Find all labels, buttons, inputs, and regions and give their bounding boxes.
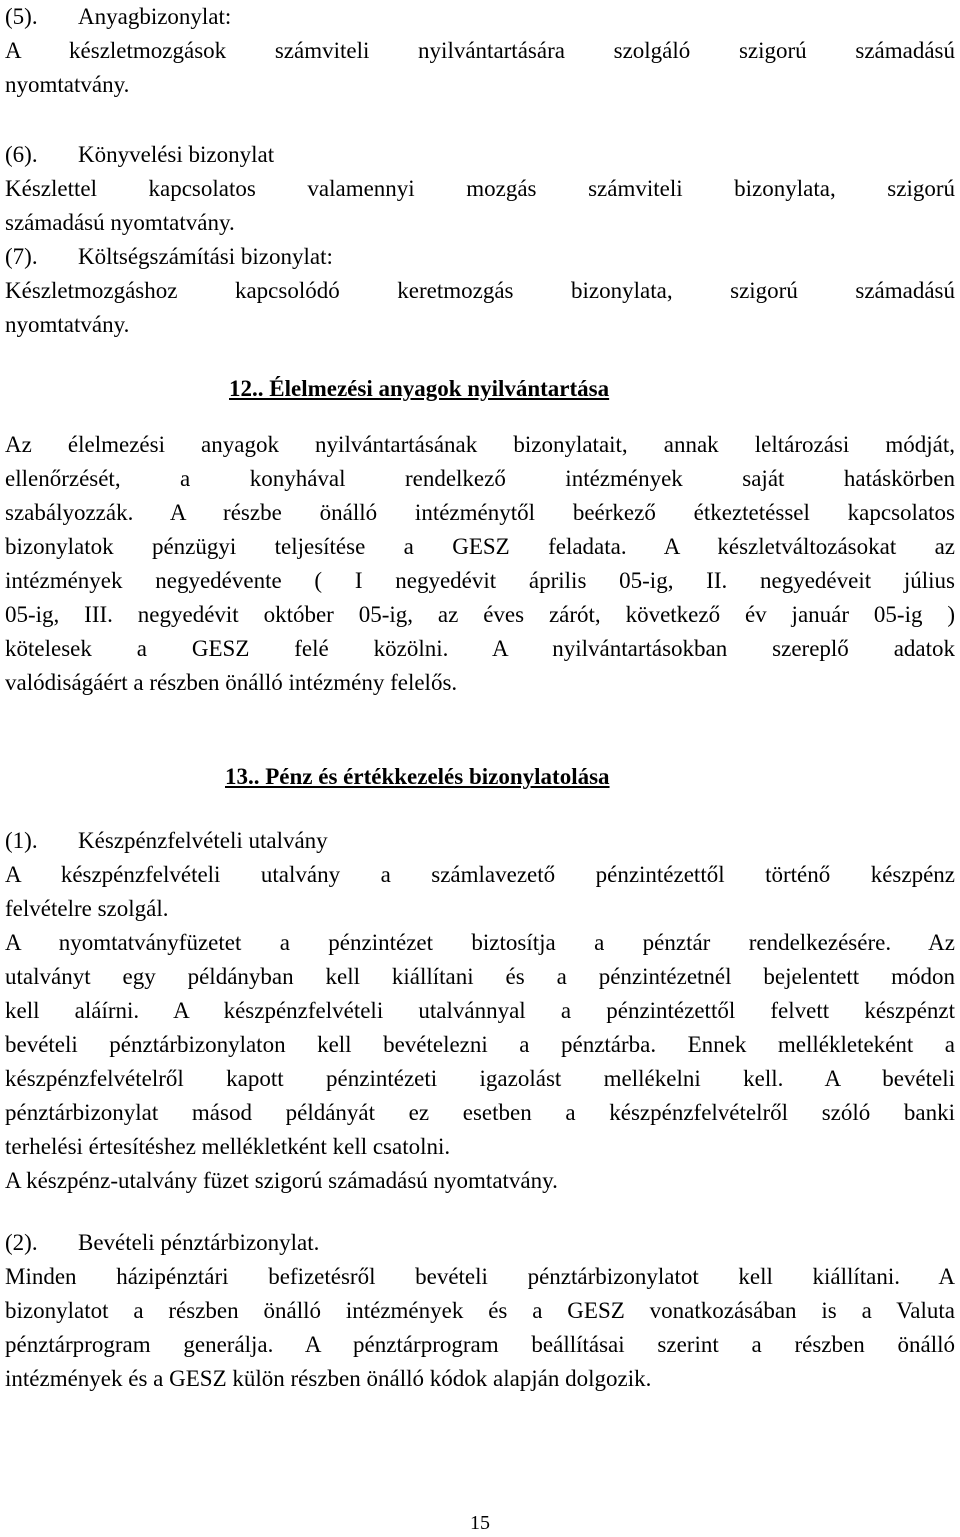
page-number: 15 (470, 1512, 490, 1534)
text-line: valódiságáért a részben önálló intézmény felelős. (5, 670, 458, 695)
item-number: (2). (5, 1230, 38, 1255)
spacer (5, 102, 955, 138)
item-heading (5, 240, 955, 274)
text-line: nyomtatvány. (5, 312, 130, 337)
section-title: 12.. Élelmezési anyagok nyilvántartása (229, 376, 610, 401)
item-title: Készpénzfelvételi utalvány (78, 828, 328, 853)
item-title: Költségszámítási bizonylat: (78, 244, 333, 269)
text-line: A nyomtatványfüzetet a pénzintézet biztosítja a pénztár rendelkezésére. Az (5, 930, 955, 955)
item-number: (1). (5, 828, 38, 853)
text-line: számadású nyomtatvány. (5, 210, 235, 235)
text-line: kell aláírni. A készpénzfelvételi utalvánnyal a pénzintézettől felvett készpénzt (5, 998, 955, 1023)
spacer (5, 1198, 955, 1226)
text-line: A készletmozgások számviteli nyilvántartására szolgáló szigorú számadású (5, 38, 955, 63)
text-line: 05-ig, III. negyedévit október 05-ig, az éves zárót, következő év január 05-ig ) (5, 602, 955, 627)
text-line: Készlettel kapcsolatos valamennyi mozgás számviteli bizonylata, szigorú (5, 176, 955, 201)
text-line: intézmények és a GESZ külön részben önálló kódok alapján dolgozik. (5, 1366, 652, 1391)
text-line: Készletmozgáshoz kapcsolódó keretmozgás bizonylata, szigorú számadású (5, 278, 955, 303)
text-line: nyomtatvány. (5, 72, 130, 97)
text-line: kötelesek a GESZ felé közölni. A nyilvántartásokban szereplő adatok (5, 636, 955, 661)
item-6 (5, 138, 955, 240)
text-line: Minden házipénztári befizetésről bevételi pénztárbizonylatot kell kiállítani. A (5, 1264, 955, 1289)
spacer (5, 342, 955, 372)
text-line: bizonylatok pénzügyi teljesítése a GESZ feladata. A készletváltozásokat az (5, 534, 955, 559)
text-line: bizonylatot a részben önálló intézmények és a GESZ vonatkozásában is a Valuta (5, 1298, 955, 1323)
item-heading (5, 0, 955, 34)
section-heading (5, 372, 955, 406)
text-line: A készpénz-utalvány füzet szigorú számadású nyomtatvány. (5, 1168, 558, 1193)
spacer (5, 700, 955, 760)
item-title: Könyvelési bizonylat (78, 142, 275, 167)
text-line: Az élelmezési anyagok nyilvántartásának bizonylatait, annak leltározási módját, (5, 432, 955, 457)
item-13-1 (5, 824, 955, 1198)
document-page (5, 0, 955, 1396)
text-line: szabályozzák. A részbe önálló intézménytől beérkező étkeztetéssel kapcsolatos (5, 500, 955, 525)
section-heading (5, 760, 955, 794)
text-line: terhelési értesítéshez mellékletként kell csatolni. (5, 1134, 451, 1159)
item-5 (5, 0, 955, 102)
item-heading (5, 1226, 955, 1260)
section-13 (5, 760, 955, 1396)
text-line: pénztárbizonylat másod példányát ez esetben a készpénzfelvételről szóló banki (5, 1100, 955, 1125)
item-heading (5, 824, 955, 858)
text-line: készpénzfelvételről kapott pénzintézeti igazolást mellékelni kell. A bevételi (5, 1066, 955, 1091)
item-number: (6). (5, 142, 38, 167)
item-number: (7). (5, 244, 38, 269)
text-line: bevételi pénztárbizonylaton kell bevételezni a pénztárba. Ennek mellékleteként a (5, 1032, 955, 1057)
spacer (5, 406, 955, 428)
text-line: ellenőrzését, a konyhával rendelkező intézmények saját hatáskörben (5, 466, 955, 491)
section-12 (5, 372, 955, 700)
item-13-2 (5, 1226, 955, 1396)
spacer (5, 794, 955, 824)
text-line: intézmények negyedévente ( I negyedévit április 05-ig, II. negyedéveit július (5, 568, 955, 593)
item-title: Bevételi pénztárbizonylat. (78, 1230, 320, 1255)
text-line: A készpénzfelvételi utalvány a számlavezető pénzintézettől történő készpénz (5, 862, 955, 887)
item-7 (5, 240, 955, 342)
item-number: (5). (5, 4, 38, 29)
section-title: 13.. Pénz és értékkezelés bizonylatolása (225, 764, 610, 789)
item-title: Anyagbizonylat: (78, 4, 232, 29)
text-line: utalványt egy példányban kell kiállítani és a pénzintézetnél bejelentett módon (5, 964, 955, 989)
text-line: felvételre szolgál. (5, 896, 169, 921)
item-heading (5, 138, 955, 172)
text-line: pénztárprogram generálja. A pénztárprogram beállításai szerint a részben önálló (5, 1332, 955, 1357)
